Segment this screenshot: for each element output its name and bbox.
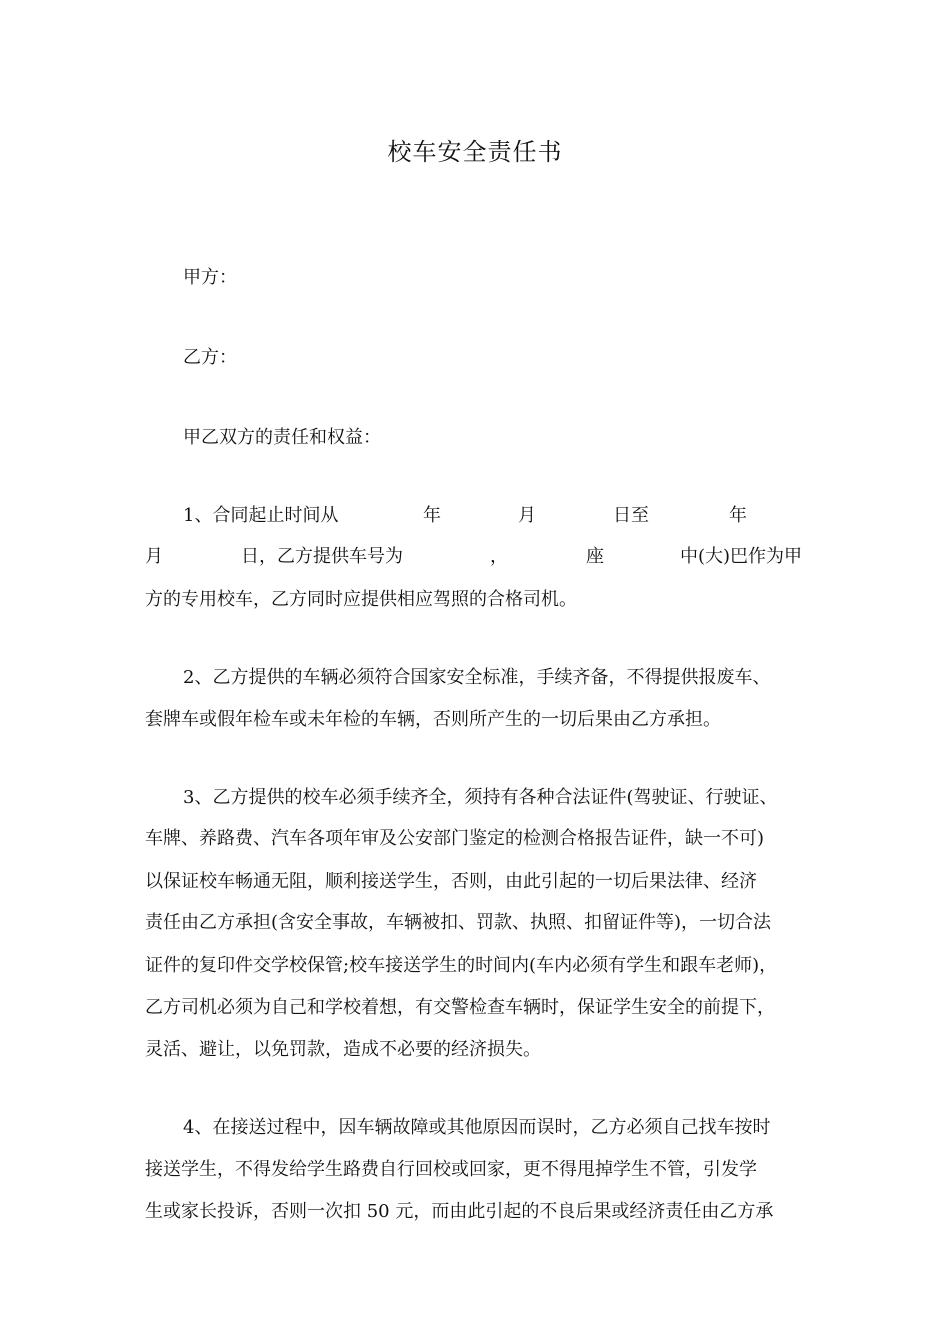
- document-title: 校车安全责任书: [387, 138, 563, 166]
- clause-1-day-to-label: 日至: [613, 505, 649, 526]
- party-b-label: 乙方：: [183, 347, 237, 368]
- clause-1-end-month-label: 月: [145, 546, 163, 567]
- clause-1-end-year-label: 年: [729, 505, 747, 526]
- clause-1-month-label: 月: [518, 505, 536, 526]
- clause-3-line-6: 乙方司机必须为自己和学校着想，有交警检查车辆时，保证学生安全的前提下，: [145, 997, 775, 1018]
- clause-3-line-3: 以保证校车畅通无阻，顺利接送学生，否则，由此引起的一切后果法律、经济: [145, 871, 757, 892]
- clause-2-line-1: 2、乙方提供的车辆必须符合国家安全标准，手续齐备，不得提供报废车、: [183, 667, 771, 688]
- clause-3-line-7: 灵活、避让，以免罚款，造成不必要的经济损失。: [145, 1039, 541, 1060]
- clause-1-line-1-text: 1、合同起止时间从: [183, 505, 339, 526]
- clause-3-line-1: 3、乙方提供的校车必须手续齐全，须持有各种合法证件(驾驶证、行驶证、: [183, 787, 778, 808]
- clause-1-seat-label: 座: [586, 546, 604, 567]
- clause-1-line-3: 方的专用校车，乙方同时应提供相应驾照的合格司机。: [145, 589, 577, 610]
- clause-3-line-4: 责任由乙方承担(含安全事故，车辆被扣、罚款、执照、扣留证件等)，一切合法: [145, 912, 772, 933]
- clause-1-comma: ，: [490, 546, 508, 567]
- clause-4-line-3: 生或家长投诉，否则一次扣 50 元，而由此引起的不良后果或经济责任由乙方承: [145, 1201, 774, 1222]
- clause-1-bus-type-text: 中(大)巴作为甲: [680, 546, 803, 567]
- clause-2-line-2: 套牌车或假年检车或未年检的车辆，否则所产生的一切后果由乙方承担。: [145, 709, 721, 730]
- clause-1-year-label: 年: [423, 505, 441, 526]
- responsibilities-heading: 甲乙双方的责任和权益：: [183, 427, 381, 448]
- clause-3-line-2: 车牌、养路费、汽车各项年审及公安部门鉴定的检测合格报告证件，缺一不可): [145, 828, 765, 849]
- clause-1-vehicle-text: 日，乙方提供车号为: [241, 546, 403, 567]
- party-a-label: 甲方：: [183, 267, 237, 288]
- clause-3-line-5: 证件的复印件交学校保管;校车接送学生的时间内(车内必须有学生和跟车老师)，: [145, 955, 778, 976]
- clause-4-line-1: 4、在接送过程中，因车辆故障或其他原因而误时，乙方必须自己找车按时: [183, 1117, 771, 1138]
- clause-4-line-2: 接送学生，不得发给学生路费自行回校或回家，更不得甩掉学生不管，引发学: [145, 1159, 757, 1180]
